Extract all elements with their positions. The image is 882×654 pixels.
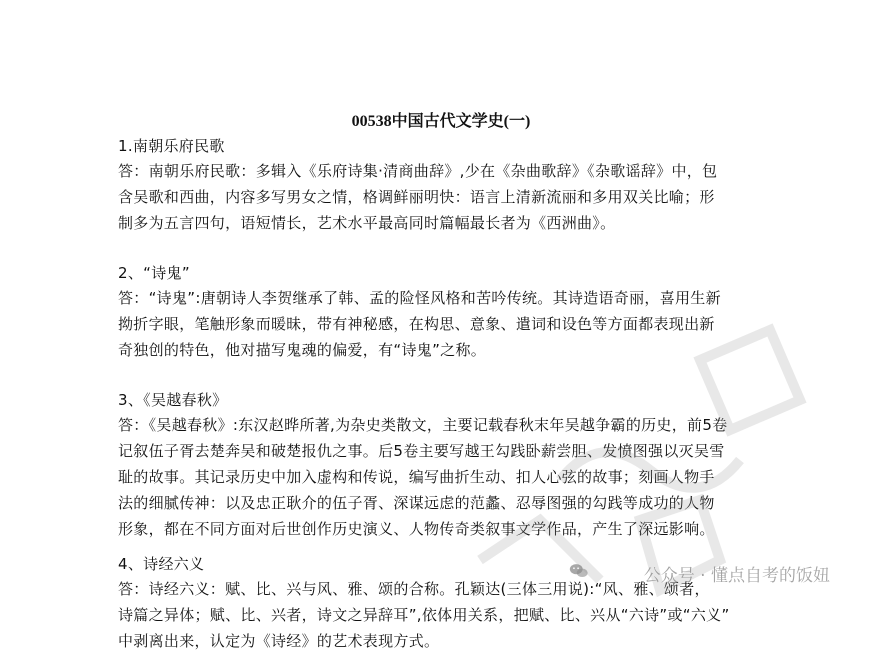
section-body-line: 答：诗经六义：赋、比、兴与风、雅、颂的合称。孔颖达(三体三用说):“风、雅、颂者， [118,580,710,598]
section-body-line: 答：南朝乐府民歌：多辑入《乐府诗集·清商曲辞》,少在《杂曲歌辞》《杂歌谣辞》中，包 [118,162,718,180]
document-title: 00538中国古代文学史(一) [351,113,531,130]
section-body-line: 形象，都在不同方面对后世创作历史演义、人物传奇类叙事文学作品，产生了深远影响。 [118,520,715,538]
section-2 [118,261,768,363]
spacer [118,363,768,385]
section-heading: 3、《吴越春秋》 [118,391,228,409]
spacer [118,542,768,549]
document-content [118,131,768,654]
section-3 [118,388,768,542]
section-1 [118,134,768,236]
section-body-line: 诗篇之异体；赋、比、兴者，诗文之异辞耳”,依体用关系，把赋、比、兴从“六诗”或“六义” [118,606,730,624]
watermark-text: 公众号 · 懂点自考的饭妞 [643,566,830,586]
section-body-line: 拗折字眼，笔触形象而暖昧，带有神秘感，在构思、意象、遣词和设色等方面都表现出新 [118,315,715,333]
section-body-line: 含吴歌和西曲，内容多写男女之情，格调鲜丽明快：语言上清新流丽和多用双关比喻；形 [118,188,715,206]
spacer [118,236,768,258]
section-body-line: 法的细腻传神：以及忠正耿介的伍子胥、深谋远虑的范蠡、忍辱图强的勾践等成功的人物 [118,494,715,512]
section-body-line: 记叙伍子胥去楚奔吴和破楚报仇之事。后5卷主要写越王勾践卧薪尝胆、发愤图强以灭吴雪 [118,442,725,460]
section-heading: 4、诗经六义 [118,555,205,573]
section-body-line: 中剥离出来，认定为《诗经》的艺术表现方式。 [118,632,440,650]
section-body-line: 制多为五言四句，语短情长，艺术水平最高同时篇幅最长者为《西洲曲》。 [118,214,616,232]
section-body-line: 答：“诗鬼”:唐朝诗人李贺继承了韩、孟的险怪风格和苦吟传统。其诗造语奇丽，喜用生新 [118,289,721,307]
section-heading: 2、“诗鬼” [118,264,190,282]
section-heading: 1.南朝乐府民歌 [118,137,225,155]
section-body-line: 耻的故事。其记录历史中加入虚构和传说，编写曲折生动、扣人心弦的故事；刻画人物手 [118,468,715,486]
section-4 [118,552,768,654]
section-body-line: 奇独创的特色，他对描写鬼魂的偏爱，有“诗鬼”之称。 [118,341,487,359]
section-body-line: 答：《吴越春秋》:东汉赵晔所著,为杂史类散文，主要记载春秋末年吴越争霸的历史，前5卷 [118,416,728,434]
